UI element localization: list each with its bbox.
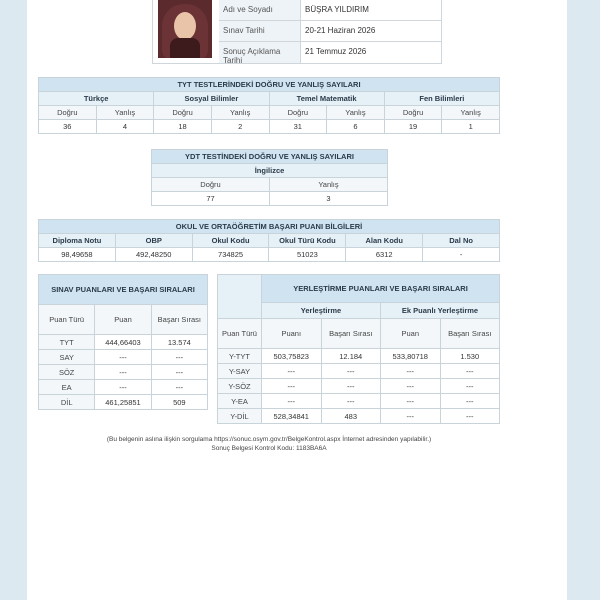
group-header: Yerleştirme [262,303,381,319]
column-header: Dal No [423,234,500,248]
table-row [39,350,208,365]
student-photo [158,0,212,58]
bonus-rank: 1.530 [440,349,500,364]
language-header: İngilizce [152,164,388,178]
score-type: SAY [39,350,95,365]
rank: --- [151,350,207,365]
school-table [38,219,500,262]
column-header: Puanı [262,319,322,349]
empty-corner [218,275,262,319]
verification-url-text: (Bu belgenin aslına ilişkin sorgulama https://sonuc.osym.gov.tr/BelgeKontrol.aspx İnternet adresinden yapılabilir.) [106,436,432,443]
column-header: Puan Türü [218,319,262,349]
student-info [219,0,441,63]
rank: --- [151,365,207,380]
column-header: Alan Kodu [346,234,423,248]
column-header: Başarı Sırası [440,319,500,349]
exam-scores-table [38,274,208,410]
cell-value: 1 [442,120,500,134]
column-header: Puan Türü [39,305,95,335]
column-header: Puan [381,319,441,349]
ydt-table [151,149,388,206]
subject-header: Fen Bilimleri [384,92,499,106]
column-header: OBP [115,234,192,248]
table-row [218,409,500,424]
bonus-score: 533,80718 [381,349,441,364]
score: --- [95,365,151,380]
subject-header: Temel Matematik [269,92,384,106]
bonus-rank: --- [440,379,500,394]
score: --- [262,394,322,409]
subject-header: Türkçe [39,92,154,106]
info-key: Sonuç Açıklama Tarihi [219,42,301,63]
table-row [218,379,500,394]
column-label: Yanlış [270,178,388,192]
score-type: EA [39,380,95,395]
score-type: DİL [39,395,95,410]
result-date: 21 Temmuz 2026 [305,47,367,56]
column-label: Doğru [39,106,97,120]
column-label: Yanlış [96,106,154,120]
table-row [218,364,500,379]
info-row-result-date [219,42,441,63]
rank: 12.184 [321,349,381,364]
info-row-exam-date [219,21,441,42]
subject-header: Sosyal Bilimler [154,92,269,106]
cell-value: 492,48250 [115,248,192,262]
info-key: Adı ve Soyadı [219,0,301,20]
cell-value: 734825 [192,248,269,262]
rank: 509 [151,395,207,410]
cell-value: 31 [269,120,327,134]
column-label: Doğru [154,106,212,120]
tyt-table [38,77,500,134]
score: --- [95,350,151,365]
score: 528,34841 [262,409,322,424]
score-type: Y-EA [218,394,262,409]
table-row [39,395,208,410]
cell-value: 6 [327,120,385,134]
score: --- [262,379,322,394]
score-type: TYT [39,335,95,350]
bonus-rank: --- [440,364,500,379]
table-title: YERLEŞTİRME PUANLARI VE BAŞARI SIRALARI [262,275,500,303]
table-row [39,335,208,350]
cell-value: 6312 [346,248,423,262]
cell-value: 77 [152,192,270,206]
student-name: BÜŞRA YILDIRIM [305,5,369,14]
rank: --- [321,394,381,409]
table-title: TYT TESTLERİNDEKİ DOĞRU VE YANLIŞ SAYILARI [39,78,500,92]
cell-value: 98,49658 [39,248,116,262]
bonus-score: --- [381,409,441,424]
cell-value: 3 [270,192,388,206]
cell-value: - [423,248,500,262]
bonus-score: --- [381,364,441,379]
column-label: Yanlış [327,106,385,120]
table-title: YDT TESTİNDEKİ DOĞRU VE YANLIŞ SAYILARI [152,150,388,164]
table-row [39,365,208,380]
score-type: Y-TYT [218,349,262,364]
rank: --- [321,379,381,394]
table-title: OKUL VE ORTAÖĞRETİM BAŞARI PUANI BİLGİLERİ [39,220,500,234]
info-key: Sınav Tarihi [219,21,301,41]
score: 461,25851 [95,395,151,410]
cell-value: 4 [96,120,154,134]
cell-value: 36 [39,120,97,134]
cell-value: 19 [384,120,442,134]
column-label: Doğru [384,106,442,120]
column-label: Doğru [269,106,327,120]
bonus-score: --- [381,379,441,394]
bonus-score: --- [381,394,441,409]
verification-note [38,435,500,453]
column-header: Okul Türü Kodu [269,234,346,248]
column-header: Başarı Sırası [321,319,381,349]
score-type: Y-SAY [218,364,262,379]
column-header: Okul Kodu [192,234,269,248]
column-header: Başarı Sırası [151,305,207,335]
score-type: Y-DİL [218,409,262,424]
column-header: Puan [95,305,151,335]
bonus-rank: --- [440,409,500,424]
placement-scores-table [217,274,500,424]
cell-value: 18 [154,120,212,134]
cell-value: 2 [211,120,269,134]
score: --- [262,364,322,379]
score-type: Y-SÖZ [218,379,262,394]
column-header: Diploma Notu [39,234,116,248]
rank: --- [151,380,207,395]
score-type: SÖZ [39,365,95,380]
score: 503,75823 [262,349,322,364]
column-label: Yanlış [442,106,500,120]
table-row [218,349,500,364]
bonus-rank: --- [440,394,500,409]
table-row [39,380,208,395]
table-title: SINAV PUANLARI VE BAŞARI SIRALARI [39,275,208,305]
score: 444,66403 [95,335,151,350]
cell-value: 51023 [269,248,346,262]
column-label: Yanlış [211,106,269,120]
table-row [218,394,500,409]
verification-code-text: Sonuç Belgesi Kontrol Kodu: 1183BA6A [211,445,327,452]
student-header [152,0,442,64]
rank: 13.574 [151,335,207,350]
score: --- [95,380,151,395]
rank: 483 [321,409,381,424]
exam-date: 20-21 Haziran 2026 [305,26,376,35]
group-header: Ek Puanlı Yerleştirme [381,303,500,319]
rank: --- [321,364,381,379]
column-label: Doğru [152,178,270,192]
info-row-name [219,0,441,21]
